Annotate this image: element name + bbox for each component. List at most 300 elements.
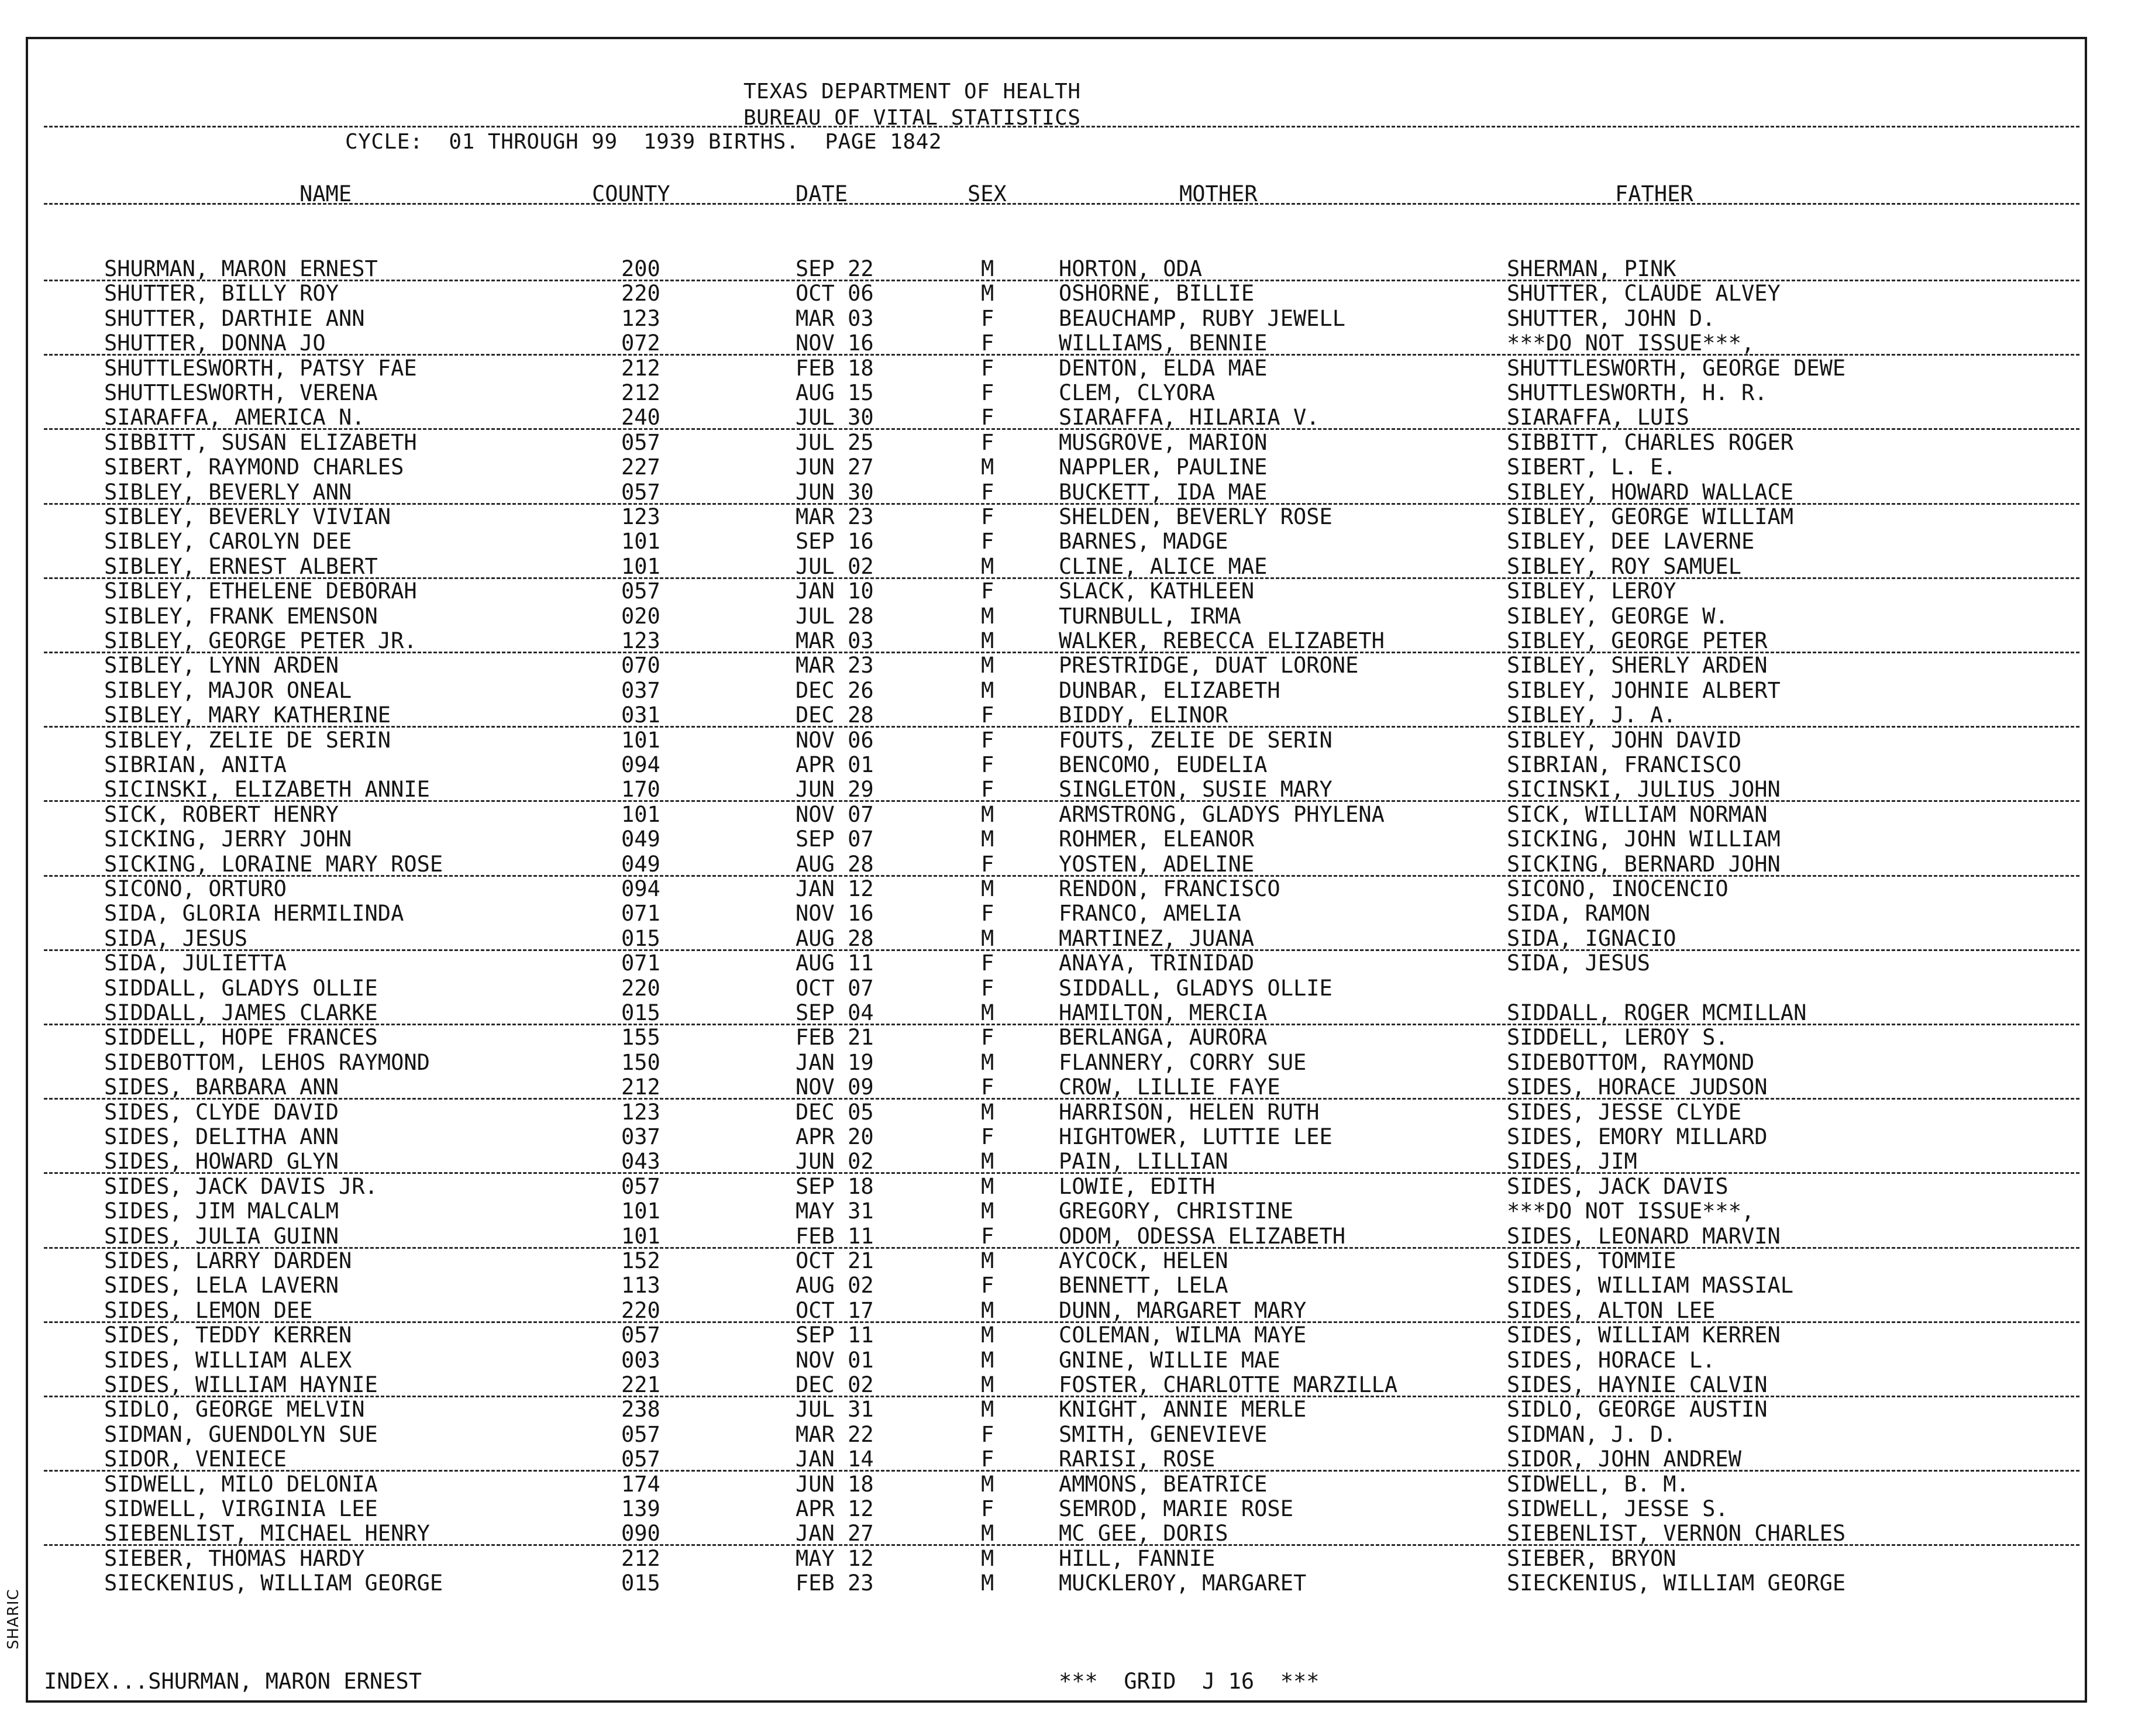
- cell-sex: F: [981, 504, 994, 529]
- cell-mother: DUNN, MARGARET MARY: [1059, 1298, 1307, 1323]
- cell-date: DEC 02: [796, 1372, 874, 1397]
- cell-mother: BENNETT, LELA: [1059, 1273, 1228, 1298]
- cell-name: SIDDALL, GLADYS OLLIE: [104, 976, 378, 1001]
- cell-county: 101: [621, 529, 660, 554]
- cell-county: 123: [621, 1100, 660, 1125]
- cell-father: SIDES, WILLIAM KERREN: [1507, 1322, 1781, 1348]
- cell-father: ***DO NOT ISSUE***,: [1507, 330, 1755, 356]
- cell-sex: M: [981, 802, 994, 827]
- cell-name: SICONO, ORTURO: [104, 876, 287, 901]
- cell-mother: MUSGROVE, MARION: [1059, 430, 1268, 455]
- cell-mother: AMMONS, BEATRICE: [1059, 1472, 1268, 1497]
- cell-father: SICK, WILLIAM NORMAN: [1507, 802, 1768, 827]
- cell-mother: BARNES, MADGE: [1059, 529, 1228, 554]
- cell-mother: DUNBAR, ELIZABETH: [1059, 678, 1280, 703]
- cell-name: SIBLEY, CAROLYN DEE: [104, 529, 352, 554]
- cell-sex: M: [981, 1546, 994, 1571]
- cell-date: MAY 31: [796, 1198, 874, 1224]
- cell-date: SEP 11: [796, 1322, 874, 1348]
- table-row: [0, 1446, 2082, 1471]
- cell-name: SIBLEY, MARY KATHERINE: [104, 702, 391, 728]
- cell-father: SIEBENLIST, VERNON CHARLES: [1507, 1521, 1846, 1546]
- cell-sex: M: [981, 1100, 994, 1125]
- cell-mother: SMITH, GENEVIEVE: [1059, 1422, 1268, 1447]
- column-header-mother: MOTHER: [1179, 181, 1258, 206]
- cell-mother: DENTON, ELDA MAE: [1059, 356, 1268, 381]
- cell-mother: PRESTRIDGE, DUAT LORONE: [1059, 653, 1359, 678]
- cell-sex: F: [981, 728, 994, 753]
- cell-name: SIBLEY, ERNEST ALBERT: [104, 554, 378, 579]
- cell-father: SIDES, HORACE JUDSON: [1507, 1074, 1768, 1100]
- cell-mother: BEAUCHAMP, RUBY JEWELL: [1059, 306, 1346, 331]
- cell-county: 043: [621, 1149, 660, 1174]
- table-row: [0, 1074, 2082, 1099]
- cell-father: SIDLO, GEORGE AUSTIN: [1507, 1397, 1768, 1422]
- cell-name: SHUTTLESWORTH, PATSY FAE: [104, 356, 417, 381]
- cell-mother: AYCOCK, HELEN: [1059, 1248, 1228, 1273]
- cell-father: SIDES, WILLIAM MASSIAL: [1507, 1273, 1794, 1298]
- cell-name: SIDMAN, GUENDOLYN SUE: [104, 1422, 378, 1447]
- cell-county: 220: [621, 1298, 660, 1323]
- table-row: [0, 1372, 2082, 1397]
- table-row: [0, 1570, 2082, 1595]
- cell-county: 020: [621, 604, 660, 629]
- cell-father: SIBLEY, GEORGE WILLIAM: [1507, 504, 1794, 529]
- table-row: [0, 628, 2082, 653]
- cell-date: DEC 28: [796, 702, 874, 728]
- cell-name: SIDES, LARRY DARDEN: [104, 1248, 352, 1273]
- table-row: [0, 1149, 2082, 1173]
- cell-county: 220: [621, 281, 660, 306]
- cell-mother: BERLANGA, AURORA: [1059, 1025, 1268, 1050]
- cell-mother: SIARAFFA, HILARIA V.: [1059, 405, 1320, 430]
- cell-mother: TURNBULL, IRMA: [1059, 604, 1241, 629]
- cell-date: JUN 30: [796, 480, 874, 505]
- cell-sex: F: [981, 306, 994, 331]
- cell-county: 101: [621, 728, 660, 753]
- cell-sex: M: [981, 1248, 994, 1273]
- cell-county: 101: [621, 554, 660, 579]
- cell-date: NOV 09: [796, 1074, 874, 1100]
- cell-sex: F: [981, 380, 994, 405]
- cell-sex: M: [981, 628, 994, 653]
- cell-name: SICINSKI, ELIZABETH ANNIE: [104, 777, 430, 802]
- cell-county: 090: [621, 1521, 660, 1546]
- cell-name: SIEBENLIST, MICHAEL HENRY: [104, 1521, 430, 1546]
- cell-mother: FLANNERY, CORRY SUE: [1059, 1050, 1307, 1075]
- table-row: [0, 281, 2082, 305]
- cell-father: SIDA, JESUS: [1507, 950, 1651, 976]
- table-row: [0, 380, 2082, 405]
- cell-sex: F: [981, 356, 994, 381]
- table-row: [0, 454, 2082, 479]
- cell-name: SIDA, JULIETTA: [104, 950, 287, 976]
- table-row: [0, 950, 2082, 975]
- cell-date: APR 12: [796, 1496, 874, 1521]
- cell-date: JAN 19: [796, 1050, 874, 1075]
- cell-name: SHUTTLESWORTH, VERENA: [104, 380, 378, 405]
- cell-county: 072: [621, 330, 660, 356]
- cell-date: OCT 17: [796, 1298, 874, 1323]
- cell-county: 057: [621, 1322, 660, 1348]
- cell-date: DEC 05: [796, 1100, 874, 1125]
- cell-mother: FOSTER, CHARLOTTE MARZILLA: [1059, 1372, 1398, 1397]
- table-row: [0, 1100, 2082, 1124]
- cell-county: 015: [621, 1570, 660, 1596]
- cell-mother: YOSTEN, ADELINE: [1059, 852, 1255, 877]
- cell-county: 057: [621, 1446, 660, 1472]
- table-row: [0, 1472, 2082, 1496]
- cell-date: JUL 02: [796, 554, 874, 579]
- cell-date: JAN 10: [796, 578, 874, 604]
- cell-county: 123: [621, 504, 660, 529]
- cell-father: SIBLEY, LEROY: [1507, 578, 1676, 604]
- cell-date: JUL 25: [796, 430, 874, 455]
- cell-county: 057: [621, 578, 660, 604]
- cell-county: 015: [621, 926, 660, 951]
- cell-mother: WALKER, REBECCA ELIZABETH: [1059, 628, 1385, 653]
- table-row: [0, 1174, 2082, 1198]
- cell-county: 049: [621, 826, 660, 852]
- cell-name: SIDDALL, JAMES CLARKE: [104, 1000, 378, 1025]
- cell-name: SIDES, TEDDY KERREN: [104, 1322, 352, 1348]
- cell-sex: M: [981, 1348, 994, 1373]
- table-row: [0, 702, 2082, 727]
- cell-county: 071: [621, 950, 660, 976]
- table-row: [0, 1322, 2082, 1347]
- cell-mother: HARRISON, HELEN RUTH: [1059, 1100, 1320, 1125]
- cell-mother: MUCKLEROY, MARGARET: [1059, 1570, 1307, 1596]
- cell-county: 150: [621, 1050, 660, 1075]
- table-row: [0, 578, 2082, 603]
- cell-father: SIDES, EMORY MILLARD: [1507, 1124, 1768, 1149]
- cell-name: SIDEBOTTOM, LEHOS RAYMOND: [104, 1050, 430, 1075]
- cell-mother: FOUTS, ZELIE DE SERIN: [1059, 728, 1332, 753]
- cell-county: 003: [621, 1348, 660, 1373]
- cell-date: OCT 06: [796, 281, 874, 306]
- column-header-father: FATHER: [1615, 181, 1693, 206]
- table-row: [0, 330, 2082, 355]
- cell-county: 094: [621, 752, 660, 777]
- cell-father: SIDES, ALTON LEE: [1507, 1298, 1716, 1323]
- cell-father: SIBLEY, JOHNIE ALBERT: [1507, 678, 1781, 703]
- cell-mother: CLEM, CLYORA: [1059, 380, 1216, 405]
- cell-mother: GREGORY, CHRISTINE: [1059, 1198, 1293, 1224]
- table-row: [0, 1422, 2082, 1446]
- cell-sex: F: [981, 1124, 994, 1149]
- table-row: [0, 777, 2082, 801]
- cell-sex: M: [981, 1570, 994, 1596]
- cell-father: SHUTTLESWORTH, H. R.: [1507, 380, 1768, 405]
- table-row: [0, 1198, 2082, 1223]
- cell-name: SIEBER, THOMAS HARDY: [104, 1546, 365, 1571]
- column-header-rule: [44, 203, 2079, 205]
- cell-mother: FRANCO, AMELIA: [1059, 901, 1241, 926]
- cell-name: SIBLEY, BEVERLY ANN: [104, 480, 352, 505]
- cell-county: 101: [621, 802, 660, 827]
- cell-name: SIBLEY, BEVERLY VIVIAN: [104, 504, 391, 529]
- table-row: [0, 356, 2082, 380]
- table-row: [0, 653, 2082, 677]
- cell-name: SIDES, WILLIAM ALEX: [104, 1348, 352, 1373]
- cell-date: NOV 07: [796, 802, 874, 827]
- cell-sex: F: [981, 1446, 994, 1472]
- cell-name: SIDDELL, HOPE FRANCES: [104, 1025, 378, 1050]
- cell-sex: F: [981, 852, 994, 877]
- cell-mother: SHELDEN, BEVERLY ROSE: [1059, 504, 1332, 529]
- cell-father: SIECKENIUS, WILLIAM GEORGE: [1507, 1570, 1846, 1596]
- cell-date: MAR 23: [796, 653, 874, 678]
- cell-father: SICKING, JOHN WILLIAM: [1507, 826, 1781, 852]
- cell-date: JAN 14: [796, 1446, 874, 1472]
- table-row: [0, 430, 2082, 454]
- cell-sex: F: [981, 1025, 994, 1050]
- cell-county: 221: [621, 1372, 660, 1397]
- cell-county: 113: [621, 1273, 660, 1298]
- cell-father: SIBLEY, ROY SAMUEL: [1507, 554, 1741, 579]
- cell-mother: WILLIAMS, BENNIE: [1059, 330, 1268, 356]
- cell-date: SEP 07: [796, 826, 874, 852]
- cell-name: SHUTTER, BILLY ROY: [104, 281, 339, 306]
- cell-mother: SLACK, KATHLEEN: [1059, 578, 1255, 604]
- table-row: [0, 480, 2082, 504]
- cell-mother: ODOM, ODESSA ELIZABETH: [1059, 1224, 1346, 1249]
- cell-sex: F: [981, 752, 994, 777]
- cell-date: NOV 06: [796, 728, 874, 753]
- cell-mother: RARISI, ROSE: [1059, 1446, 1216, 1472]
- cell-name: SIBLEY, FRANK EMENSON: [104, 604, 378, 629]
- cell-father: SICONO, INOCENCIO: [1507, 876, 1729, 901]
- cell-father: SIEBER, BRYON: [1507, 1546, 1676, 1571]
- cell-date: AUG 02: [796, 1273, 874, 1298]
- cell-county: 057: [621, 1174, 660, 1199]
- cell-county: 220: [621, 976, 660, 1001]
- cell-date: JUL 31: [796, 1397, 874, 1422]
- cell-county: 070: [621, 653, 660, 678]
- cell-sex: F: [981, 1422, 994, 1447]
- cell-county: 152: [621, 1248, 660, 1273]
- cell-county: 123: [621, 306, 660, 331]
- cell-name: SIDES, JIM MALCALM: [104, 1198, 339, 1224]
- table-row: [0, 1273, 2082, 1297]
- cell-mother: BENCOMO, EUDELIA: [1059, 752, 1268, 777]
- table-row: [0, 504, 2082, 529]
- cell-father: SIARAFFA, LUIS: [1507, 405, 1689, 430]
- cell-father: SICKING, BERNARD JOHN: [1507, 852, 1781, 877]
- cell-date: APR 01: [796, 752, 874, 777]
- cell-father: SIDA, IGNACIO: [1507, 926, 1676, 951]
- cell-name: SICK, ROBERT HENRY: [104, 802, 339, 827]
- cell-father: SIBLEY, JOHN DAVID: [1507, 728, 1741, 753]
- cell-county: 200: [621, 256, 660, 281]
- cell-father: SIDES, LEONARD MARVIN: [1507, 1224, 1781, 1249]
- cell-sex: M: [981, 1050, 994, 1075]
- cell-sex: F: [981, 1074, 994, 1100]
- cell-name: SIDES, CLYDE DAVID: [104, 1100, 339, 1125]
- table-row: [0, 1000, 2082, 1025]
- cell-county: 057: [621, 430, 660, 455]
- cell-date: OCT 21: [796, 1248, 874, 1273]
- cell-mother: HORTON, ODA: [1059, 256, 1203, 281]
- cell-father: SIDDELL, LEROY S.: [1507, 1025, 1729, 1050]
- cell-name: SIDWELL, MILO DELONIA: [104, 1472, 378, 1497]
- cell-father: SIDDALL, ROGER MCMILLAN: [1507, 1000, 1807, 1025]
- cell-mother: HILL, FANNIE: [1059, 1546, 1216, 1571]
- cell-name: SIDA, GLORIA HERMILINDA: [104, 901, 404, 926]
- cell-county: 057: [621, 480, 660, 505]
- table-row: [0, 256, 2082, 281]
- cell-date: JUL 30: [796, 405, 874, 430]
- cell-county: 240: [621, 405, 660, 430]
- cell-county: 212: [621, 1546, 660, 1571]
- cell-date: NOV 01: [796, 1348, 874, 1373]
- table-row: [0, 876, 2082, 901]
- cell-father: SIDES, JESSE CLYDE: [1507, 1100, 1741, 1125]
- table-row: [0, 1298, 2082, 1322]
- cell-sex: M: [981, 653, 994, 678]
- cell-date: FEB 21: [796, 1025, 874, 1050]
- cell-father: SIBLEY, GEORGE PETER: [1507, 628, 1768, 653]
- cell-date: AUG 28: [796, 852, 874, 877]
- cell-name: SIDES, JULIA GUINN: [104, 1224, 339, 1249]
- cell-sex: F: [981, 1224, 994, 1249]
- cell-date: SEP 04: [796, 1000, 874, 1025]
- cell-name: SIBLEY, ETHELENE DEBORAH: [104, 578, 417, 604]
- cell-county: 174: [621, 1472, 660, 1497]
- cell-date: AUG 15: [796, 380, 874, 405]
- header-department: TEXAS DEPARTMENT OF HEALTH: [743, 80, 1081, 104]
- cell-sex: M: [981, 678, 994, 703]
- cell-date: AUG 11: [796, 950, 874, 976]
- cell-sex: M: [981, 1521, 994, 1546]
- cell-county: 037: [621, 1124, 660, 1149]
- table-row: [0, 1348, 2082, 1372]
- cell-sex: F: [981, 405, 994, 430]
- cell-father: SHERMAN, PINK: [1507, 256, 1676, 281]
- cell-date: JUN 02: [796, 1149, 874, 1174]
- cell-mother: NAPPLER, PAULINE: [1059, 454, 1268, 480]
- cell-sex: F: [981, 578, 994, 604]
- cell-sex: M: [981, 1322, 994, 1348]
- cell-name: SIBLEY, ZELIE DE SERIN: [104, 728, 391, 753]
- table-row: [0, 752, 2082, 777]
- cell-mother: HAMILTON, MERCIA: [1059, 1000, 1268, 1025]
- cell-date: FEB 18: [796, 356, 874, 381]
- table-row: [0, 405, 2082, 429]
- cell-date: OCT 07: [796, 976, 874, 1001]
- cell-sex: F: [981, 480, 994, 505]
- cell-mother: HIGHTOWER, LUTTIE LEE: [1059, 1124, 1332, 1149]
- cell-mother: BIDDY, ELINOR: [1059, 702, 1228, 728]
- cell-name: SIDES, LEMON DEE: [104, 1298, 313, 1323]
- cell-county: 094: [621, 876, 660, 901]
- cell-sex: F: [981, 1496, 994, 1521]
- cell-sex: M: [981, 1149, 994, 1174]
- cell-sex: F: [981, 529, 994, 554]
- cell-father: SHUTTLESWORTH, GEORGE DEWE: [1507, 356, 1846, 381]
- cell-county: 155: [621, 1025, 660, 1050]
- cell-mother: SIDDALL, GLADYS OLLIE: [1059, 976, 1332, 1001]
- cell-name: SHURMAN, MARON ERNEST: [104, 256, 378, 281]
- cell-father: SIDWELL, JESSE S.: [1507, 1496, 1729, 1521]
- table-row: [0, 306, 2082, 330]
- cell-sex: F: [981, 950, 994, 976]
- cell-mother: CLINE, ALICE MAE: [1059, 554, 1268, 579]
- cell-date: NOV 16: [796, 330, 874, 356]
- table-row: [0, 554, 2082, 578]
- cell-mother: MC GEE, DORIS: [1059, 1521, 1228, 1546]
- cell-mother: ARMSTRONG, GLADYS PHYLENA: [1059, 802, 1385, 827]
- cell-mother: SINGLETON, SUSIE MARY: [1059, 777, 1332, 802]
- cell-date: JAN 27: [796, 1521, 874, 1546]
- table-row: [0, 852, 2082, 876]
- table-row: [0, 1224, 2082, 1248]
- cell-date: FEB 23: [796, 1570, 874, 1596]
- cell-county: 227: [621, 454, 660, 480]
- column-header-date: DATE: [796, 181, 848, 206]
- cell-mother: BUCKETT, IDA MAE: [1059, 480, 1268, 505]
- cell-name: SIECKENIUS, WILLIAM GEORGE: [104, 1570, 443, 1596]
- cell-mother: OSHORNE, BILLIE: [1059, 281, 1255, 306]
- cell-mother: ANAYA, TRINIDAD: [1059, 950, 1255, 976]
- cell-sex: F: [981, 901, 994, 926]
- cell-name: SIDES, BARBARA ANN: [104, 1074, 339, 1100]
- cell-date: MAR 23: [796, 504, 874, 529]
- cell-county: 139: [621, 1496, 660, 1521]
- table-row: [0, 826, 2082, 851]
- cell-date: MAY 12: [796, 1546, 874, 1571]
- cell-sex: M: [981, 1000, 994, 1025]
- cell-date: SEP 22: [796, 256, 874, 281]
- cell-name: SHUTTER, DARTHIE ANN: [104, 306, 365, 331]
- cell-mother: CROW, LILLIE FAYE: [1059, 1074, 1280, 1100]
- cell-father: SIDES, HAYNIE CALVIN: [1507, 1372, 1768, 1397]
- cell-father: SIBLEY, DEE LAVERNE: [1507, 529, 1755, 554]
- cell-county: 212: [621, 356, 660, 381]
- table-row: [0, 901, 2082, 925]
- cell-mother: ROHMER, ELEANOR: [1059, 826, 1255, 852]
- cell-name: SHUTTER, DONNA JO: [104, 330, 326, 356]
- table-row: [0, 1248, 2082, 1273]
- cell-father: SIDEBOTTOM, RAYMOND: [1507, 1050, 1755, 1075]
- cell-sex: M: [981, 1198, 994, 1224]
- cell-sex: F: [981, 777, 994, 802]
- cell-county: 031: [621, 702, 660, 728]
- side-label: SHARIC: [5, 1589, 22, 1649]
- cell-name: SICKING, JERRY JOHN: [104, 826, 352, 852]
- cell-county: 057: [621, 1422, 660, 1447]
- cell-county: 071: [621, 901, 660, 926]
- cell-sex: F: [981, 976, 994, 1001]
- cell-date: JAN 12: [796, 876, 874, 901]
- cell-date: FEB 11: [796, 1224, 874, 1249]
- cell-name: SIDES, HOWARD GLYN: [104, 1149, 339, 1174]
- table-row: [0, 1050, 2082, 1074]
- cell-sex: M: [981, 1174, 994, 1199]
- cell-father: SIBBITT, CHARLES ROGER: [1507, 430, 1794, 455]
- cell-name: SIDES, DELITHA ANN: [104, 1124, 339, 1149]
- footer-index: INDEX...SHURMAN, MARON ERNEST: [44, 1669, 422, 1694]
- cell-name: SIBRIAN, ANITA: [104, 752, 287, 777]
- cell-county: 037: [621, 678, 660, 703]
- cell-sex: M: [981, 926, 994, 951]
- column-header-sex: SEX: [967, 181, 1007, 206]
- cell-name: SIARAFFA, AMERICA N.: [104, 405, 365, 430]
- footer-grid: *** GRID J 16 ***: [1059, 1669, 1320, 1694]
- cell-father: SIBRIAN, FRANCISCO: [1507, 752, 1741, 777]
- cell-county: 238: [621, 1397, 660, 1422]
- table-row: [0, 926, 2082, 950]
